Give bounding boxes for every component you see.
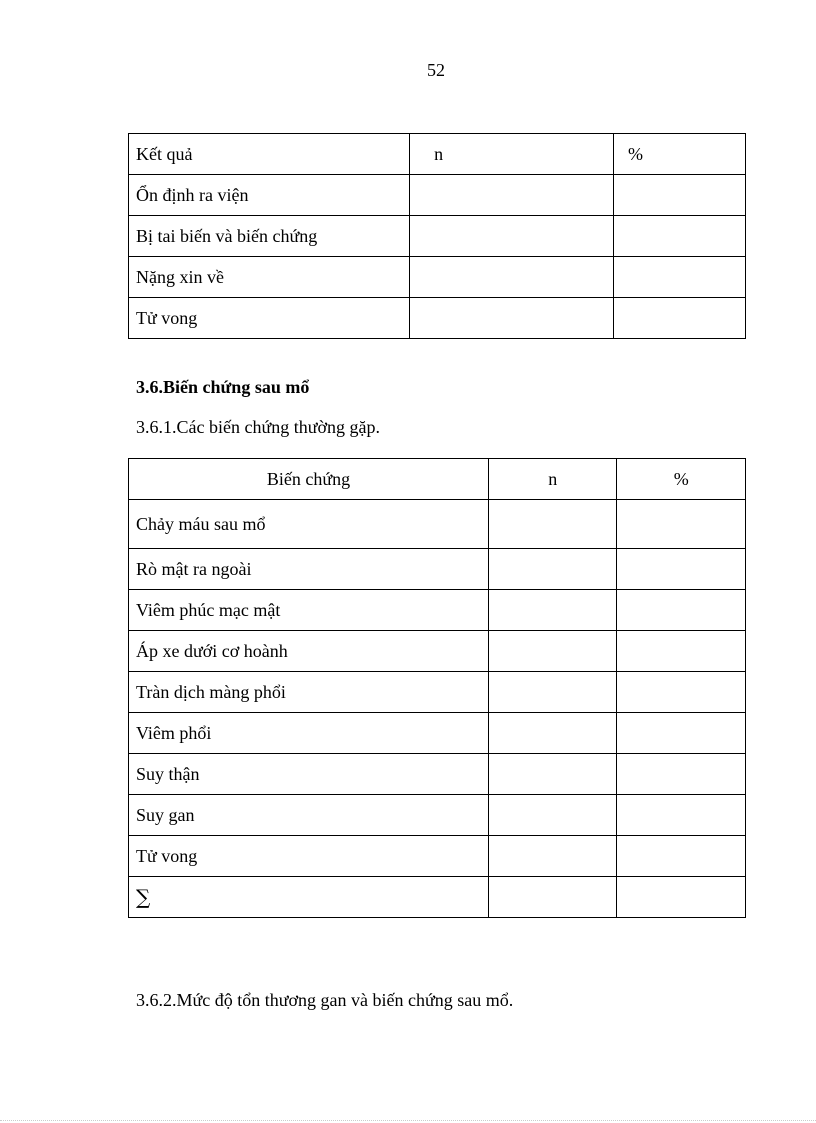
page-number: 52 xyxy=(427,60,445,80)
empty-cell xyxy=(489,877,617,918)
empty-cell xyxy=(489,549,617,590)
empty-cell xyxy=(617,795,746,836)
table-row xyxy=(129,795,746,836)
empty-cell xyxy=(489,836,617,877)
empty-cell xyxy=(617,754,746,795)
empty-cell xyxy=(614,175,746,216)
header-cell-percent: % xyxy=(614,134,746,175)
empty-cell xyxy=(617,877,746,918)
row-label: Tràn dịch màng phổi xyxy=(129,672,489,713)
empty-cell xyxy=(489,590,617,631)
row-label: Bị tai biến và biến chứng xyxy=(129,216,410,257)
empty-cell xyxy=(410,298,614,339)
header-cell-result: Kết quả xyxy=(129,134,410,175)
empty-cell xyxy=(614,257,746,298)
table-row xyxy=(129,836,746,877)
row-label: Suy thận xyxy=(129,754,489,795)
sigma-symbol: ∑ xyxy=(136,885,151,909)
table-row xyxy=(129,216,746,257)
header-cell-n: n xyxy=(410,134,614,175)
outcome-table xyxy=(128,133,746,339)
table-row xyxy=(129,754,746,795)
empty-cell xyxy=(489,672,617,713)
empty-cell xyxy=(410,216,614,257)
row-label: Tử vong xyxy=(129,836,489,877)
empty-cell xyxy=(410,257,614,298)
section-heading-3-6-2: 3.6.2.Mức độ tổn thương gan và biến chứng sau mổ. xyxy=(136,990,514,1010)
empty-cell xyxy=(617,631,746,672)
table-row xyxy=(129,500,746,549)
row-label: Suy gan xyxy=(129,795,489,836)
row-label: Chảy máu sau mổ xyxy=(129,500,489,549)
section-heading-3-6-1: 3.6.1.Các biến chứng thường gặp. xyxy=(136,417,380,437)
empty-cell xyxy=(489,631,617,672)
header-cell-n: n xyxy=(489,459,617,500)
table-row xyxy=(129,672,746,713)
table-row xyxy=(129,631,746,672)
row-label: Áp xe dưới cơ hoành xyxy=(129,631,489,672)
empty-cell xyxy=(617,713,746,754)
header-cell-percent: % xyxy=(617,459,746,500)
empty-cell xyxy=(617,836,746,877)
page-bottom-divider xyxy=(0,1120,816,1121)
table-row xyxy=(129,549,746,590)
empty-cell xyxy=(410,175,614,216)
row-label: Tử vong xyxy=(129,298,410,339)
table-row xyxy=(129,590,746,631)
table-header-row xyxy=(129,134,746,175)
section-heading-3-6: 3.6.Biến chứng sau mổ xyxy=(136,377,310,397)
empty-cell xyxy=(617,590,746,631)
empty-cell xyxy=(489,795,617,836)
table-row xyxy=(129,257,746,298)
empty-cell xyxy=(617,500,746,549)
complications-table xyxy=(128,458,746,918)
header-cell-complication: Biến chứng xyxy=(129,459,489,500)
row-label: Viêm phúc mạc mật xyxy=(129,590,489,631)
table-header-row xyxy=(129,459,746,500)
empty-cell xyxy=(614,298,746,339)
empty-cell xyxy=(489,754,617,795)
empty-cell xyxy=(489,713,617,754)
row-label: Nặng xin về xyxy=(129,257,410,298)
empty-cell xyxy=(617,672,746,713)
empty-cell xyxy=(617,549,746,590)
table-row xyxy=(129,713,746,754)
table-total-row xyxy=(129,877,746,918)
empty-cell xyxy=(489,500,617,549)
empty-cell xyxy=(614,216,746,257)
table-row xyxy=(129,175,746,216)
row-label: Rò mật ra ngoài xyxy=(129,549,489,590)
row-label: Ổn định ra viện xyxy=(129,175,410,216)
row-label: Viêm phổi xyxy=(129,713,489,754)
table-row xyxy=(129,298,746,339)
